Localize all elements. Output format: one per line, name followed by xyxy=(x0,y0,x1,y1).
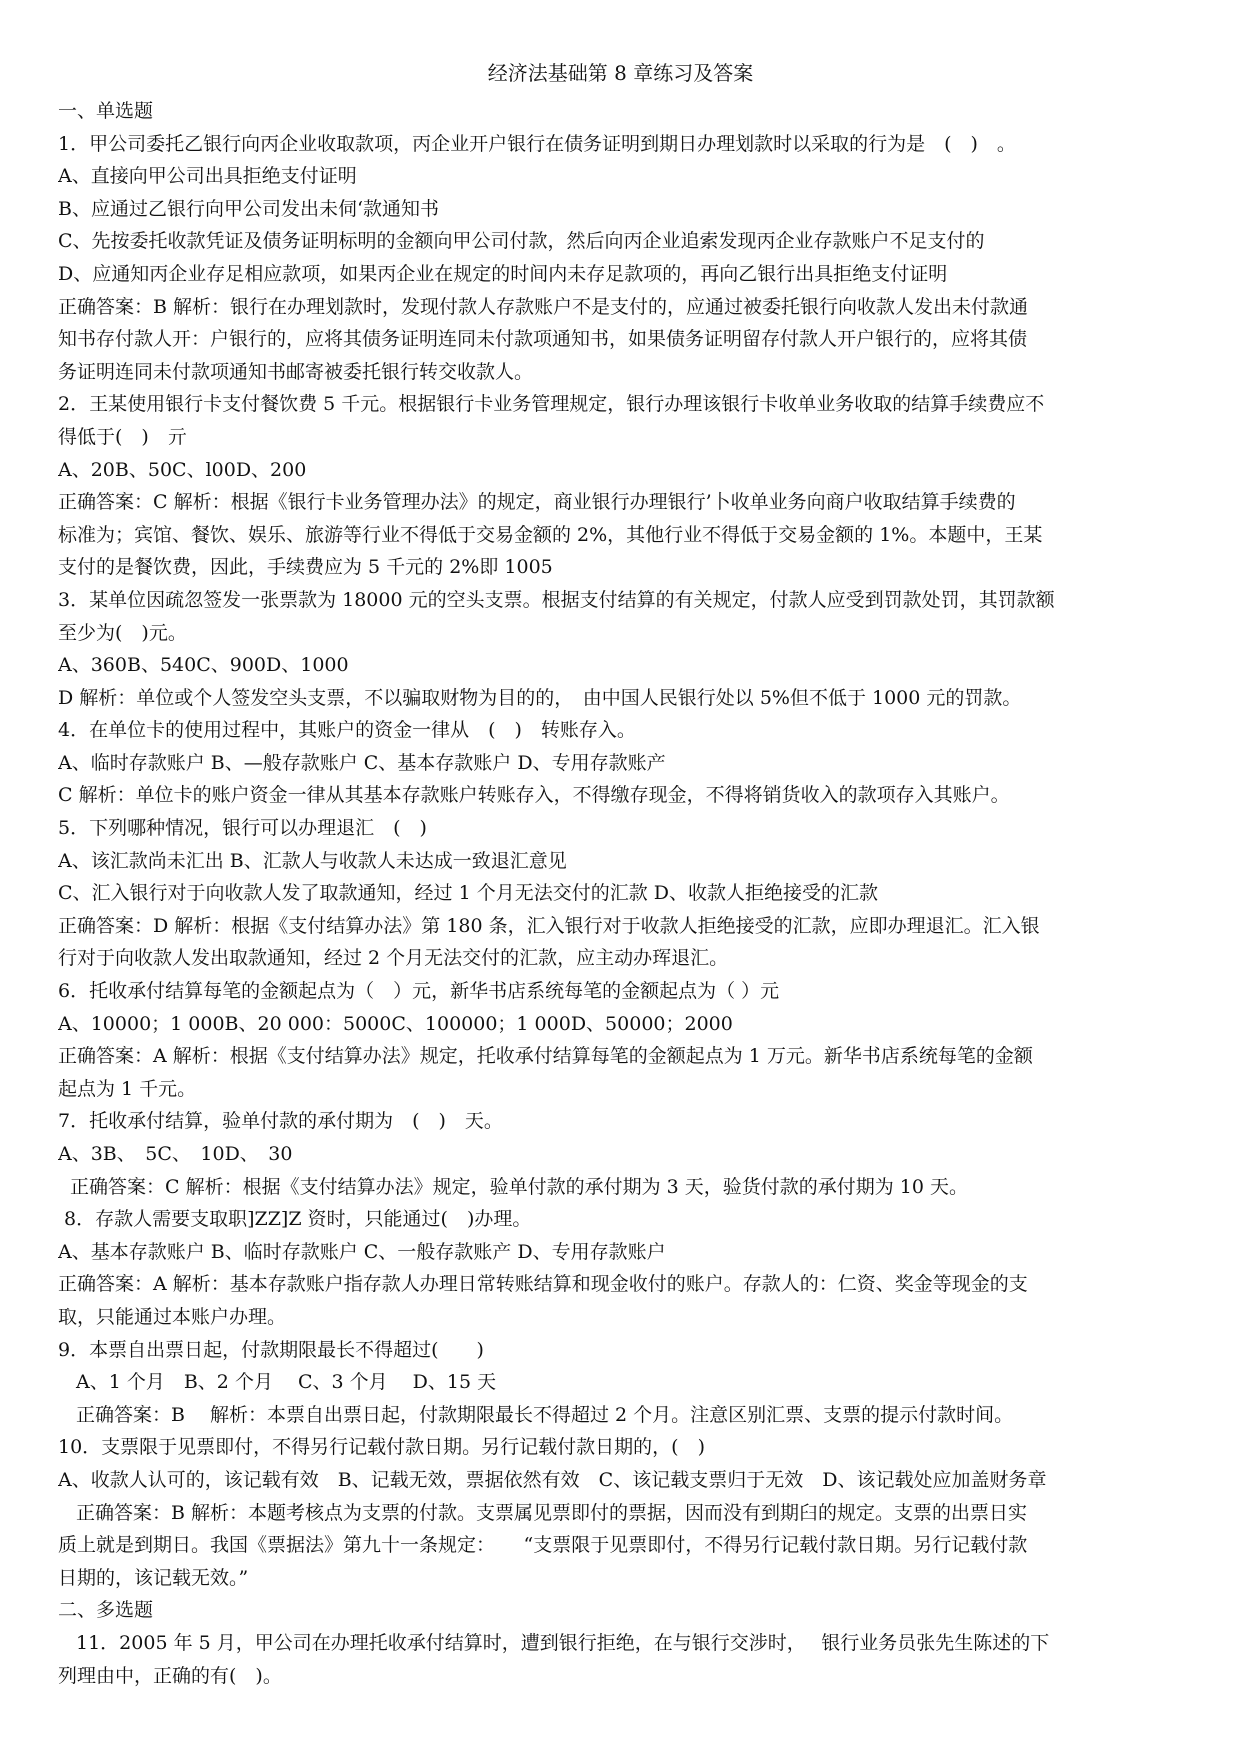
text-line: A、直接向甲公司出具拒绝支付证明 xyxy=(58,165,357,188)
text-line: 正确答案：B 解析：本票自出票日起，付款期限最长不得超过 2 个月。注意区别汇票、支票的提示付款时间。 xyxy=(76,1403,1014,1426)
text-line: A、基本存款账户 B、临时存款账户 C、一般存款账产 D、专用存款账户 xyxy=(58,1240,666,1263)
text-line: 正确答案：D 解析：根据《支付结算办法》第 180 条，汇入银行对于收款人拒绝接受的汇款，应即办理退汇。汇入银 xyxy=(58,914,1040,937)
text-line: D、应通知丙企业存足相应款项，如果丙企业在规定的时间内未存足款项的，再向乙银行出具拒绝支付证明 xyxy=(58,262,948,285)
text-line: 标准为；宾馆、餐饮、娱乐、旅游等行业不得低于交易金额的 2%，其他行业不得低于交易金额的 1%。本题中，王某 xyxy=(58,523,1043,546)
text-line: 5．下列哪种情况，银行可以办理退汇 ( ) xyxy=(58,817,427,840)
text-line: C、汇入银行对于向收款人发了取款通知，经过 1 个月无法交付的汇款 D、收款人拒绝接受的汇款 xyxy=(58,882,878,905)
text-line: 正确答案：C 解析：根据《银行卡业务管理办法》的规定，商业银行办理银行’卜收单业务向商户收取结算手续费的 xyxy=(58,491,1016,514)
text-line: B、应通过乙银行向甲公司发出未伺‘款通知书 xyxy=(58,197,440,220)
document-body xyxy=(58,95,1188,1692)
text-line: D 解析：单位或个人签发空头支票，不以骗取财物为目的的， 由中国人民银行处以 5%但不低于 1000 元的罚款。 xyxy=(58,686,1022,709)
text-line: 日期的，该记载无效。” xyxy=(58,1566,249,1589)
text-line: A、该汇款尚未汇出 B、汇款人与收款人未达成一致退汇意见 xyxy=(58,849,567,872)
text-line: 正确答案：B 解析：本题考核点为支票的付款。支票属见票即付的票据，因而没有到期臼的规定。支票的出票日实 xyxy=(76,1501,1028,1524)
text-line: 行对于向收款人发出取款通知，经过 2 个月无法交付的汇款，应主动办珲退汇。 xyxy=(58,947,729,970)
text-line: 支付的是餐饮费，因此，手续费应为 5 千元的 2%即 1005 xyxy=(58,556,553,579)
text-line: C 解析：单位卡的账户资金一律从其基本存款账户转账存入，不得缴存现金，不得将销货收入的款项存入其账户。 xyxy=(58,784,1010,807)
text-line: 正确答案：A 解析：根据《支付结算办法》规定，托收承付结算每笔的金额起点为 1 万元。新华书店系统每笔的金额 xyxy=(58,1045,1033,1068)
text-line: 正确答案：C 解析：根据《支付结算办法》规定，验单付款的承付期为 3 天，验货付款的承付期为 10 天。 xyxy=(70,1175,969,1198)
text-line: 4．在单位卡的使用过程中，其账户的资金一律从 ( ) 转账存入。 xyxy=(58,719,636,742)
text-line: A、临时存款账户 B、—般存款账户 C、基本存款账户 D、专用存款账产 xyxy=(58,751,666,774)
text-line: A、收款人认可的，该记载有效 B、记载无效，票据依然有效 C、该记载支票归于无效 D、该记载处应加盖财务章 xyxy=(58,1468,1047,1491)
text-line: 3．某单位因疏忽签发一张票款为 18000 元的空头支票。根据支付结算的有关规定，付款人应受到罚款处罚，其罚款额 xyxy=(58,588,1055,611)
text-line: A、3B、 5C、 10D、 30 xyxy=(58,1143,293,1165)
text-line: 得低于( ) 亓 xyxy=(58,425,187,448)
text-line: 质上就是到期日。我国《票据法》第九十一条规定： “支票限于见票即付，不得另行记载付款日期。另行记载付款 xyxy=(58,1534,1028,1557)
text-line: 10．支票限于见票即付，不得另行记载付款日期。另行记载付款日期的，( ) xyxy=(58,1436,706,1459)
text-line: 至少为( )元。 xyxy=(58,621,187,644)
text-line: 1．甲公司委托乙银行向丙企业收取款项，丙企业开户银行在债务证明到期日办理划款时以采取的行为是 ( ) 。 xyxy=(58,132,1016,155)
text-line: A、1 个月 B、2 个月 C、3 个月 D、15 天 xyxy=(76,1371,497,1394)
text-line: 正确答案：A 解析：基本存款账户指存款人办理日常转账结算和现金收付的账户。存款人的：仁资、奖金等现金的支 xyxy=(58,1273,1028,1296)
text-line: 9．本票自出票日起，付款期限最长不得超过( ) xyxy=(58,1338,484,1361)
text-line: 正确答案：B 解析：银行在办理划款时，发现付款人存款账户不是支付的，应通过被委托银行向收款人发出未付款通 xyxy=(58,295,1029,318)
text-line: 务证明连同未付款项通知书邮寄被委托银行转交收款人。 xyxy=(58,360,534,383)
text-line: 列理由中，正确的有( )。 xyxy=(58,1664,282,1687)
text-line: 6．托收承付结算每笔的金额起点为（ ）元，新华书店系统每笔的金额起点为（ ）元 xyxy=(58,980,780,1003)
text-line: 二、多选题 xyxy=(58,1599,154,1622)
text-line: 知书存付款人开：户银行的，应将其债务证明连同未付款项通知书，如果债务证明留存付款人开户银行的，应将其债 xyxy=(58,328,1028,351)
page-title: 经济法基础第 8 章练习及答案 xyxy=(487,61,754,85)
text-line: 一、单选题 xyxy=(58,100,154,122)
text-line: 7．托收承付结算，验单付款的承付期为 ( ) 天。 xyxy=(58,1110,503,1133)
text-line: A、360B、540C、900D、1000 xyxy=(58,654,349,677)
text-line: 起点为 1 千元。 xyxy=(58,1077,197,1100)
text-line: A、20B、50C、l00D、200 xyxy=(58,458,307,481)
text-line: 8．存款人需要支取职]ZZ]Z 资时，只能通过( )办理。 xyxy=(64,1208,532,1231)
text-line: 取，只能通过本账户办理。 xyxy=(58,1305,287,1328)
text-line: 11．2005 年 5 月，甲公司在办理托收承付结算时，遭到银行拒绝，在与银行交涉时， 银行业务员张先生陈述的下 xyxy=(76,1631,1050,1654)
text-line: C、先按委托收款凭证及债务证明标明的金额向甲公司付款，然后向丙企业追索发现丙企业存款账户不足支付的 xyxy=(58,230,985,253)
text-line: 2．王某使用银行卡支付餐饮费 5 千元。根据银行卡业务管理规定，银行办理该银行卡收单业务收取的结算手续费应不 xyxy=(58,393,1045,416)
text-line: A、10000；1 000B、20 000：5000C、100000；1 000D、50000；2000 xyxy=(58,1012,733,1035)
